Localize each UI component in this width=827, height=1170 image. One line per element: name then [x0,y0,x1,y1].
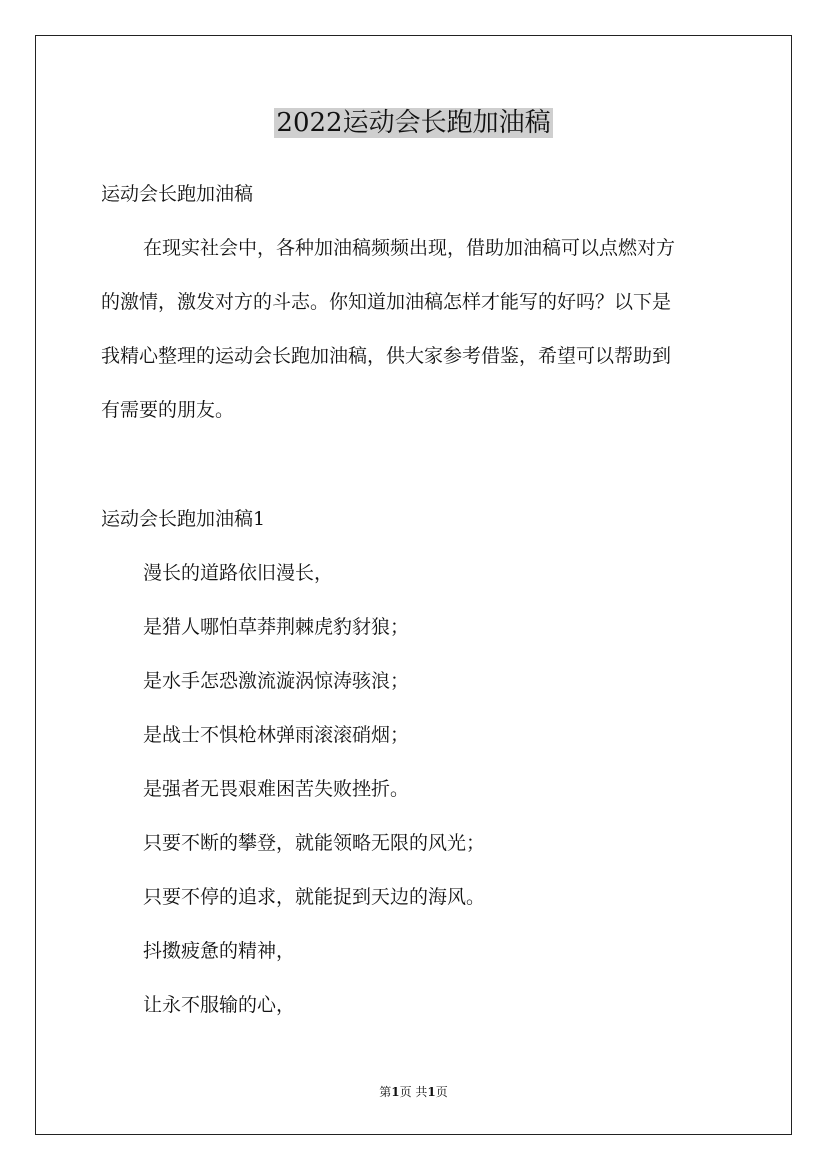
intro-heading: 运动会长跑加油稿 [101,183,254,205]
poem-line: 是强者无畏艰难困苦失败挫折。 [143,778,410,800]
poem-line: 抖擞疲惫的精神， [143,940,296,962]
total-page-number: 1 [427,1085,436,1099]
page-label-middle: 页 共 [399,1085,428,1099]
intro-paragraph-line: 有需要的朋友。 [101,399,235,421]
poem-line: 让永不服输的心， [143,994,296,1016]
page-label-prefix: 第 [379,1085,392,1099]
intro-paragraph-line: 的激情，激发对方的斗志。你知道加油稿怎样才能写的好吗？以下是 [101,291,672,313]
document-title-text: 2022运动会长跑加油稿 [276,108,551,138]
page-label-suffix: 页 [435,1085,448,1099]
page-number-footer [0,1083,827,1101]
poem-line: 只要不停的追求，就能捉到天边的海风。 [143,886,486,908]
intro-paragraph-line: 在现实社会中，各种加油稿频频出现，借助加油稿可以点燃对方 [143,237,676,259]
poem-line: 漫长的道路依旧漫长， [143,562,334,584]
intro-paragraph-line: 我精心整理的运动会长跑加油稿，供大家参考借鉴，希望可以帮助到 [101,345,672,367]
poem-line: 是猎人哪怕草莽荆棘虎豹豺狼； [143,616,410,638]
document-title [0,103,827,143]
current-page-number: 1 [391,1085,400,1099]
poem-line: 是战士不惧枪林弹雨滚滚硝烟； [143,724,410,746]
poem-line: 是水手怎恐激流漩涡惊涛骇浪； [143,670,410,692]
section-heading: 运动会长跑加油稿1 [101,508,266,530]
poem-line: 只要不断的攀登，就能领略无限的风光； [143,832,486,854]
